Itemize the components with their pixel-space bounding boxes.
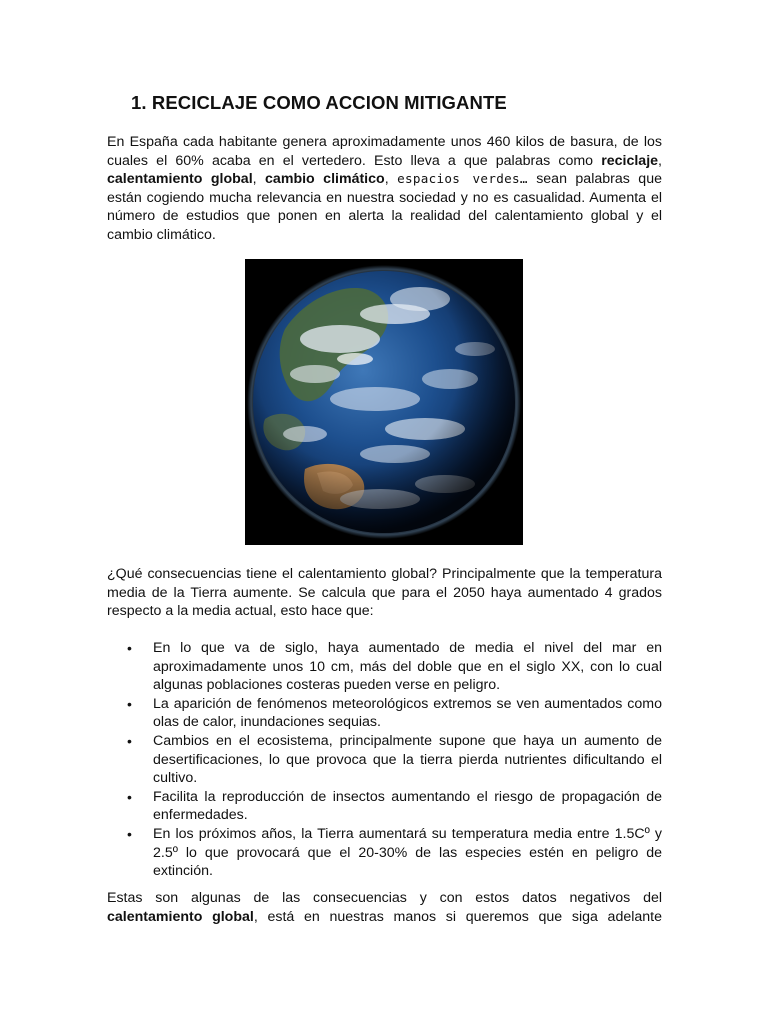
closing-text-rest: , está en nuestras manos si queremos que siga adelante bbox=[253, 908, 662, 925]
keyword-espacios-verdes: espacios verdes… bbox=[397, 171, 528, 187]
earth-image bbox=[245, 259, 523, 545]
list-item: • Cambios en el ecosistema, principalmente supone que haya un aumento de desertificaciones, lo que provoca que la tierra pierda nutrientes dificultando el cultivo. bbox=[107, 732, 662, 788]
question-paragraph: ¿Qué consecuencias tiene el calentamiento global? Principalmente que la temperatura media de la Tierra aumente. Se calcula que para el 2050 haya aumentado 4 grados respecto a la media actual, esto hace que: bbox=[107, 566, 662, 620]
section-heading: 1. RECICLAJE COMO ACCION MITIGANTE bbox=[131, 92, 507, 113]
intro-text-rest: sean palabras que están cogiendo mucha relevancia en nuestra sociedad y no es casualidad. Aumenta el número de estudios que ponen en alerta la realidad del calentamiento global y el cambio climático. bbox=[107, 171, 662, 243]
list-item: • La aparición de fenómenos meteorológicos extremos se ven aumentados como olas de calor, inundaciones sequias. bbox=[107, 695, 662, 732]
intro-separator: , bbox=[252, 171, 266, 188]
keyword-cambio-climatico: cambio climático bbox=[265, 171, 385, 188]
keyword-calentamiento-global: calentamiento global bbox=[107, 171, 253, 188]
intro-text: En España cada habitante genera aproximadamente unos 460 kilos de basura, de los cuales el 60% acaba en el vertedero. Esto lleva a que palabras como bbox=[107, 134, 662, 169]
keyword-calentamiento-global-closing: calentamiento global bbox=[107, 908, 254, 925]
intro-separator: , bbox=[384, 171, 398, 188]
consequences-list bbox=[107, 639, 662, 881]
intro-separator: , bbox=[658, 152, 662, 169]
closing-text: Estas son algunas de las consecuencias y con estos datos negativos del bbox=[107, 890, 662, 906]
closing-paragraph bbox=[107, 889, 662, 926]
list-item: • Facilita la reproducción de insectos aumentando el riesgo de propagación de enfermedades. bbox=[107, 788, 662, 825]
earth-globe-illustration bbox=[245, 259, 523, 545]
list-item: • En lo que va de siglo, haya aumentado de media el nivel del mar en aproximadamente unos 10 cm, más del doble que en el siglo XX, con lo cual algunas poblaciones costeras pueden verse en peligro. bbox=[107, 639, 662, 695]
keyword-reciclaje: reciclaje bbox=[601, 152, 659, 169]
intro-paragraph bbox=[107, 133, 662, 245]
list-item: • En los próximos años, la Tierra aumentará su temperatura media entre 1.5Cº y 2.5º lo que provocará que el 20-30% de las especies estén en peligro de extinción. bbox=[107, 825, 662, 881]
